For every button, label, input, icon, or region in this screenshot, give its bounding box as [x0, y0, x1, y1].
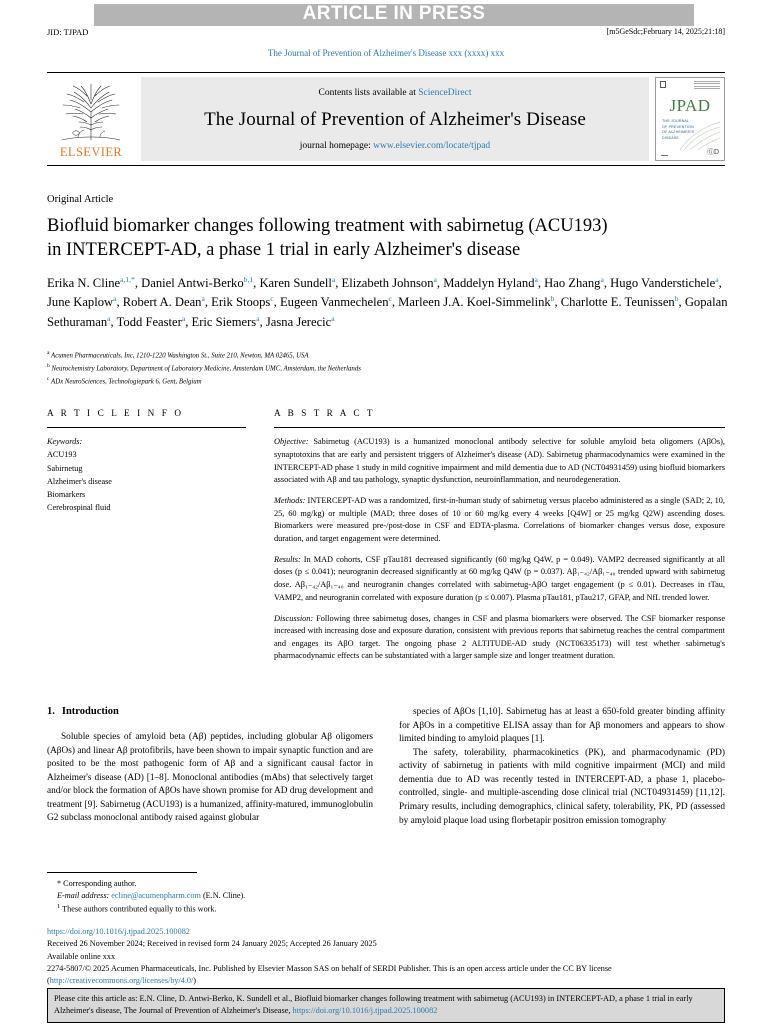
cover-subtitle-line-1: THE JOURNAL: [662, 119, 690, 124]
elsevier-wordmark: ELSEVIER: [59, 145, 123, 159]
author-email-link[interactable]: ecline@acumenpharm.com: [111, 890, 201, 900]
author-name: Eugeen Vanmechelen: [279, 295, 389, 310]
paragraph: The safety, tolerability, pharmacokinetics (PK), and pharmacodynamic (PD) activity of sabirnetug in patients with mild cognitive impairment (MCI) and mild dementia due to AD was recently tested in INTERCEPT-AD, a phase 1, placebo-controlled, single- and multiple-ascending dose clinical trial (NCT04931459) [11,12]. Primary results, including demographics, clinical safety, tolerability, PK, PD (assessed by amyloid plaque load using florbetapir positron emission tomography: [399, 747, 725, 826]
paragraph: species of AβOs [1,10]. Sabirnetug has at least a 650-fold greater binding affinity for AβOs in a competitive ELISA assay than for Aβ monomers and appears to show limited binding to amyloid plaques [1].: [399, 707, 725, 745]
abstract-section-label: Discussion:: [274, 613, 314, 623]
author-affiliation-mark: a: [715, 275, 719, 284]
author-name: Charlotte E. Teunissen: [560, 295, 675, 310]
elsevier-logo: [47, 77, 135, 161]
cover-mark-icon: [660, 81, 666, 88]
affiliation: $^c$ ADx NeuroSciences, Technologiepark 6, Gent, Belgium: [47, 375, 202, 386]
author-name: Erik Stoops: [211, 295, 271, 310]
affiliation-mark: c: [47, 375, 50, 382]
section-heading-introduction: [47, 706, 373, 717]
journal-cover-thumbnail: [655, 77, 725, 161]
cover-top-row: [658, 81, 722, 91]
running-head: The Journal of Prevention of Alzheimer's Disease xxx (xxxx) xxx: [267, 48, 505, 58]
author-list: Erika N. Cline$^{a,1,*}$, Daniel Antwi-Berko$^{b,1}$, Karen Sundell$^a$, Elizabeth Johnson$^a$, Maddelyn Hyland$^a$, Hao Zhang$^a$, Hugo Vanderstichele$^a$, June Kaplow$^a$, Robert A. Dean$^a$, Erik Stoops$^c$, Eugeen Vanmechelen$^c$, Marleen J.A. Koel-Simmelink$^b$, Charlotte E. Teunissen$^b$, Gopalan Sethuraman$^a$, Todd Feaster$^a$, Eric Siemers$^a$, Jasna Jerecic$^a$: [47, 275, 728, 329]
page-title: [47, 214, 727, 263]
article-info-column: [47, 408, 260, 664]
author-name: Karen Sundell: [259, 276, 332, 291]
title-line-2: in INTERCEPT-AD, a phase 1 trial in early Alzheimer's disease: [47, 240, 521, 261]
keyword-item: Cerebrospinal fluid: [47, 503, 111, 513]
author-affiliation-mark: c: [388, 294, 392, 304]
publication-info: [47, 926, 737, 987]
cover-text-lines-decoration: [694, 81, 720, 91]
cover-publisher-mark: ⒼD: [706, 147, 719, 156]
citation-text: Please cite this article as: E.N. Cline, D. Antwi-Berko, K. Sundell et al., Biofluid biomarker changes following treatment with sabirnetug (ACU193) in INTERCEPT-AD, a phase 1 trial in early Alzheimer's disease, The Journal of Prevention of Alzheimer's Disease,: [54, 994, 693, 1016]
author-name: Erika N. Cline: [47, 276, 121, 291]
author-name: Todd Feaster: [116, 314, 182, 329]
abstract-column: [260, 408, 725, 664]
keyword-item: Biomarkers: [47, 490, 86, 500]
author-affiliation-mark: a: [433, 275, 437, 284]
doi-link[interactable]: https://doi.org/10.1016/j.tjpad.2025.100082: [47, 927, 190, 936]
author-name: Gopalan Sethuraman: [47, 295, 728, 329]
author-affiliation-mark: a: [181, 313, 186, 323]
abstract-rule: [274, 427, 725, 428]
received-dates: Received 26 November 2024; Received in revised form 24 January 2025; Accepted 26 January 2025: [47, 939, 377, 949]
abstract-section-label: Methods:: [274, 496, 306, 506]
homepage-line: [300, 141, 490, 151]
cover-subtitle-line-2: OF PREVENTION: [662, 124, 694, 129]
email-label: E-mail address:: [57, 890, 110, 900]
author-name: Hao Zhang: [544, 276, 601, 291]
copyright-end: ): [193, 976, 197, 986]
equal-contribution-text: These authors contributed equally to this work.: [62, 904, 217, 914]
affiliation: $^a$ Acumen Pharmaceuticals, Inc, 1210-1220 Washington St., Suite 210, Newton, MA 02465, USA: [47, 350, 309, 360]
article-info-heading: A R T I C L E I N F O: [47, 408, 184, 418]
cover-subtitle-line-3: OF ALZHEIMER'S: [662, 130, 695, 135]
license-link[interactable]: http://creativecommons.org/licenses/by/4.0/: [49, 976, 194, 986]
copyright-statement: [47, 963, 737, 988]
author-affiliation-mark: a: [600, 275, 604, 284]
keywords-list: [47, 448, 246, 514]
jpad-wordmark: JPAD: [669, 95, 711, 115]
keyword-item: Alzheimer's disease: [47, 476, 112, 486]
journal-homepage-link[interactable]: www.elsevier.com/locate/tjpad: [373, 140, 491, 151]
author-affiliation-mark: a: [113, 294, 117, 304]
email-suffix: (E.N. Cline).: [202, 890, 246, 900]
author-affiliation-mark: b: [550, 294, 555, 304]
keyword-item: Sabirnetug: [47, 463, 83, 473]
cover-swirl-graphic-icon: [678, 116, 722, 152]
author-affiliation-mark: a: [534, 275, 538, 284]
author-affiliation-mark: b,1: [243, 275, 254, 284]
journal-masthead: [47, 72, 725, 166]
masthead-bottom-rule: [47, 165, 725, 166]
abstract-section-label: Objective:: [274, 437, 309, 447]
author-name: Hugo Vanderstichele: [610, 276, 716, 291]
cover-bottom-left-decoration: ▬▬: [661, 152, 668, 157]
footnotes-block: [47, 878, 377, 915]
body-column-left: [47, 706, 373, 828]
author-name: Eric Siemers: [191, 314, 257, 329]
article-info-rule: [47, 427, 246, 428]
author-affiliation-mark: a: [256, 313, 260, 323]
section-title: Introduction: [61, 706, 119, 717]
abstract-section-label: Results:: [274, 554, 301, 564]
affiliation-list: [47, 349, 737, 388]
author-affiliation-mark: a: [201, 294, 205, 304]
journal-id-row: [47, 27, 725, 37]
contents-prefix: Contents lists available at: [318, 87, 419, 98]
abstract-section: Results: In MAD cohorts, CSF pTau181 decreased significantly (60 mg/kg Q4W, p = 0.049). VAMP2 decreased significantly at all doses (p ≤ 0.041); neurogranin decreased significantly at 60 mg/kg Q4W (p = 0.037). Aβ₁₋₄₂/Aβ₁₋₄₀ trended upward with sabirnetug dose. Aβ₁₋₄₂/Aβ₁₋₄₀ and neurogranin changes correlated with sabirnetug-AβO target engagement (p ≤ 0.01). Decreases in tTau, VAMP2, and neurogranin correlated with exposure duration (p ≤ 0.007). Plasma pTau181, pTau217, GFAP, and NfL trended lower.: [274, 554, 725, 602]
affiliation: $^b$ Neurochemistry Laboratory, Department of Laboratory Medicine, Amsterdam UMC, Amsterdam, the Netherlands: [47, 362, 361, 373]
citation-doi-link[interactable]: https://doi.org/10.1016/j.tjpad.2025.100082: [292, 1006, 438, 1016]
email-note: [47, 890, 377, 902]
info-abstract-region: [47, 408, 725, 664]
affiliation-mark: a: [47, 350, 50, 356]
available-online: Available online xxx: [47, 951, 116, 961]
section-number: 1.: [47, 706, 55, 717]
affiliation-mark: b: [47, 362, 50, 369]
equal-contribution-mark: 1: [57, 902, 61, 910]
author-name: Robert A. Dean: [122, 295, 202, 310]
author-name: Maddelyn Hyland: [443, 276, 535, 291]
author-name: Jasna Jerecic: [265, 314, 332, 329]
elsevier-tree-icon: [54, 78, 128, 144]
author-name: Daniel Antwi-Berko: [141, 276, 244, 291]
masthead-center-panel: [141, 77, 649, 161]
author-affiliation-mark: b: [674, 294, 679, 304]
abstract-section: Methods: INTERCEPT-AD was a randomized, first-in-human study of sabirnetug versus placebo administered as a single (SAD; 2, 10, 25, 60 mg/kg) or multiple (MAD; three doses of 10 or 60 mg/kg every 4 weeks [Q4W] or 25 mg/kg Q2W) ascending doses. Biomarkers were measured pre-/post-dose in CSF and EDTA-plasma. Correlations of biomarker changes versus dose, exposure duration, and target engagement were determined.: [274, 496, 725, 543]
author-name: Marleen J.A. Koel-Simmelink: [398, 295, 551, 310]
corresponding-author-note: * Corresponding author.: [57, 879, 137, 888]
journal-title: The Journal of Prevention of Alzheimer's Disease: [204, 108, 586, 130]
abstract-section: Objective: Sabirnetug (ACU193) is a humanized monoclonal antibody selective for soluble amyloid beta oligomers (AβOs), synaptotoxins that are early and persistent triggers of Alzheimer's disease (AD). Sabirnetug pharmacodynamics were examined in the INTERCEPT-AD phase 1 study in mild cognitive impairment and mild dementia due to AD (NCT04931459) using biofluid biomarkers associated with Aβ and tau pathology, synaptic dysfunction, neuroinflammation, and neurodegeneration.: [274, 437, 725, 485]
sciencedirect-link[interactable]: ScienceDirect: [418, 87, 472, 98]
body-column-right: [399, 706, 725, 828]
abstract-body: [274, 436, 725, 663]
paragraph: Soluble species of amyloid beta (Aβ) peptides, including globular Aβ oligomers (AβOs) and linear Aβ protofibrils, have been shown to impair synaptic function and are posited to be the most pathogenic form of Aβ and a significant causal factor in Alzheimer's disease (AD) [1–8]. Monoclonal antibodies (mAbs) that selectively target and/or block the formation of AβOs have shown promise for AD drug development and treatment [9]. Sabirnetug (ACU193) is a humanized, affinity-matured, immunoglobulin G2 subclass monoclonal antibody raised against globular: [47, 732, 373, 824]
author-name: June Kaplow: [47, 295, 114, 310]
keyword-item: ACU193: [47, 450, 77, 460]
author-affiliation-mark: a,1,*: [120, 275, 135, 284]
citation-notice-box: [47, 988, 725, 1023]
body-columns: [47, 706, 725, 828]
abstract-section: Discussion: Following three sabirnetug doses, changes in CSF and plasma biomarkers were observed. The CSF biomarker response increased with increasing dose and exposure duration, consistent with previous reports that sabirnetug reaches the central compartment and engages its AβO target. The ongoing phase 2 ALTITUDE-AD study (NCT06335173) will test whether sabirnetug's pharmacodynamic effects can be substantiated with a larger sample size and longer treatment duration.: [274, 613, 725, 661]
footnote-rule: [47, 872, 197, 873]
author-name: Elizabeth Johnson: [341, 276, 434, 291]
author-affiliation-mark: a: [331, 313, 335, 323]
contents-line: [318, 88, 471, 98]
cover-subtitle-line-4: DISEASE: [662, 135, 679, 140]
keywords-label: Keywords:: [47, 437, 83, 446]
article-type-label: Original Article: [47, 194, 114, 205]
copyright-text: 2274-5807/© 2025 Acumen Pharmaceuticals, Inc. Published by Elsevier Masson SAS on behalf of SERDI Publisher. This is an open access article under the CC BY license (: [47, 963, 612, 986]
article-in-press-label: ARTICLE IN PRESS: [302, 3, 486, 24]
homepage-prefix: journal homepage:: [299, 140, 374, 151]
author-affiliation-mark: a: [331, 275, 336, 284]
typesetter-stamp: [m5GeSdc;February 14, 2025;21:18]: [606, 27, 725, 36]
title-line-1: Biofluid biomarker changes following treatment with sabirnetug (ACU193): [47, 216, 608, 236]
journal-id: JID: TJPAD: [47, 27, 89, 37]
author-affiliation-mark: a: [107, 313, 111, 323]
equal-contribution-note: [47, 902, 377, 916]
author-affiliation-mark: c: [270, 294, 274, 304]
abstract-heading: A B S T R A C T: [274, 408, 376, 418]
